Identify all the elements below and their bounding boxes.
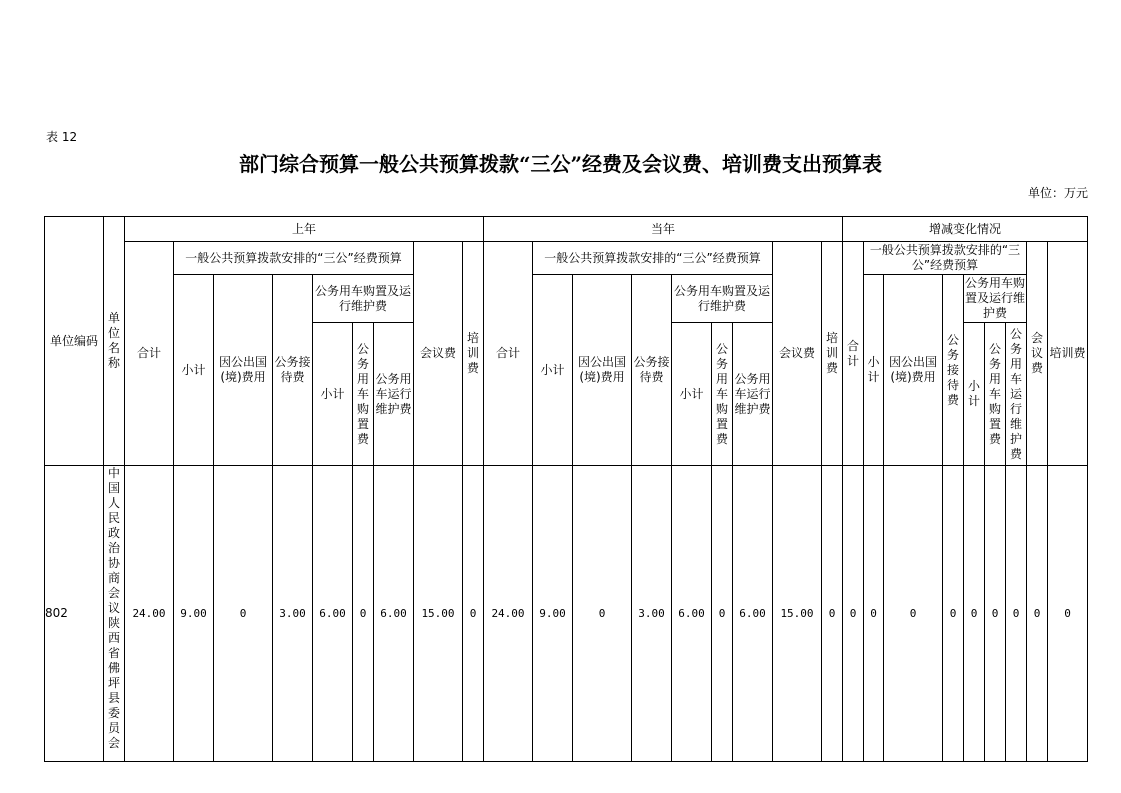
header-prev-reception: 公务接待费	[273, 275, 313, 466]
header-curr-vehicle-operation: 公务用车运行维护费	[733, 323, 773, 466]
header-curr-total: 合计	[484, 242, 533, 466]
header-curr-abroad: 因公出国(境)费用	[573, 275, 632, 466]
cell-curr-vehicle-purchase: 0	[712, 466, 733, 762]
cell-change-vehicle-purchase: 0	[985, 466, 1006, 762]
cell-prev-subtotal: 9.00	[174, 466, 214, 762]
header-prev-sangong: 一般公共预算拨款安排的“三公”经费预算	[174, 242, 414, 275]
header-change-vehicle-purchase: 公务用车购置费	[985, 323, 1006, 466]
header-curr-reception: 公务接待费	[632, 275, 672, 466]
cell-prev-vehicle-operation: 6.00	[374, 466, 414, 762]
header-prev-meeting: 会议费	[414, 242, 463, 466]
header-change-vehicle-operation: 公务用车运行维护费	[1006, 323, 1027, 466]
header-prev-vehicle-subtotal: 小计	[313, 323, 353, 466]
row-unit-code: 802	[45, 466, 104, 762]
header-prev-vehicle-operation: 公务用车运行维护费	[374, 323, 414, 466]
header-curr-vehicle-subtotal: 小计	[672, 323, 712, 466]
cell-curr-subtotal: 9.00	[533, 466, 573, 762]
cell-change-reception: 0	[943, 466, 964, 762]
budget-table	[44, 216, 1088, 762]
cell-change-training: 0	[1048, 466, 1088, 762]
cell-prev-training: 0	[463, 466, 484, 762]
header-unit-code: 单位编码	[45, 217, 104, 466]
header-change-total: 合计	[843, 242, 864, 466]
header-prev-vehicle: 公务用车购置及运行维护费	[313, 275, 414, 323]
header-change-reception: 公务接待费	[943, 275, 964, 466]
header-change: 增减变化情况	[843, 217, 1088, 242]
header-prev-total: 合计	[125, 242, 174, 466]
header-change-abroad: 因公出国(境)费用	[884, 275, 943, 466]
table-number: 表 12	[46, 130, 78, 144]
cell-prev-reception: 3.00	[273, 466, 313, 762]
cell-prev-vehicle-purchase: 0	[353, 466, 374, 762]
cell-curr-total: 24.00	[484, 466, 533, 762]
header-prev-training: 培训费	[463, 242, 484, 466]
cell-curr-meeting: 15.00	[773, 466, 822, 762]
header-prev-year: 上年	[125, 217, 484, 242]
header-change-vehicle: 公务用车购置及运行维护费	[964, 275, 1027, 323]
cell-curr-abroad: 0	[573, 466, 632, 762]
header-change-subtotal: 小计	[864, 275, 884, 466]
header-unit-name: 单位名称	[104, 217, 125, 466]
header-change-vehicle-subtotal: 小计	[964, 323, 985, 466]
header-change-sangong: 一般公共预算拨款安排的“三公”经费预算	[864, 242, 1027, 275]
header-curr-meeting: 会议费	[773, 242, 822, 466]
table-row	[45, 466, 1088, 762]
header-curr-vehicle: 公务用车购置及运行维护费	[672, 275, 773, 323]
cell-curr-vehicle-subtotal: 6.00	[672, 466, 712, 762]
cell-change-total: 0	[843, 466, 864, 762]
cell-change-subtotal: 0	[864, 466, 884, 762]
cell-curr-reception: 3.00	[632, 466, 672, 762]
header-change-training: 培训费	[1048, 242, 1088, 466]
cell-change-vehicle-operation: 0	[1006, 466, 1027, 762]
cell-prev-meeting: 15.00	[414, 466, 463, 762]
header-prev-vehicle-purchase: 公务用车购置费	[353, 323, 374, 466]
header-curr-vehicle-purchase: 公务用车购置费	[712, 323, 733, 466]
cell-change-vehicle-subtotal: 0	[964, 466, 985, 762]
header-prev-abroad: 因公出国(境)费用	[214, 275, 273, 466]
header-prev-subtotal: 小计	[174, 275, 214, 466]
unit-label: 单位：万元	[1028, 186, 1089, 200]
page-title: 部门综合预算一般公共预算拨款“三公”经费及会议费、培训费支出预算表	[238, 152, 882, 176]
header-change-meeting: 会议费	[1027, 242, 1048, 466]
header-curr-year: 当年	[484, 217, 843, 242]
cell-change-meeting: 0	[1027, 466, 1048, 762]
header-curr-subtotal: 小计	[533, 275, 573, 466]
cell-change-abroad: 0	[884, 466, 943, 762]
cell-curr-vehicle-operation: 6.00	[733, 466, 773, 762]
row-unit-name: 中国人民政治协商会议陕西省佛坪县委员会	[104, 466, 125, 762]
header-curr-sangong: 一般公共预算拨款安排的“三公”经费预算	[533, 242, 773, 275]
cell-prev-vehicle-subtotal: 6.00	[313, 466, 353, 762]
header-curr-training: 培训费	[822, 242, 843, 466]
cell-prev-total: 24.00	[125, 466, 174, 762]
cell-curr-training: 0	[822, 466, 843, 762]
cell-prev-abroad: 0	[214, 466, 273, 762]
